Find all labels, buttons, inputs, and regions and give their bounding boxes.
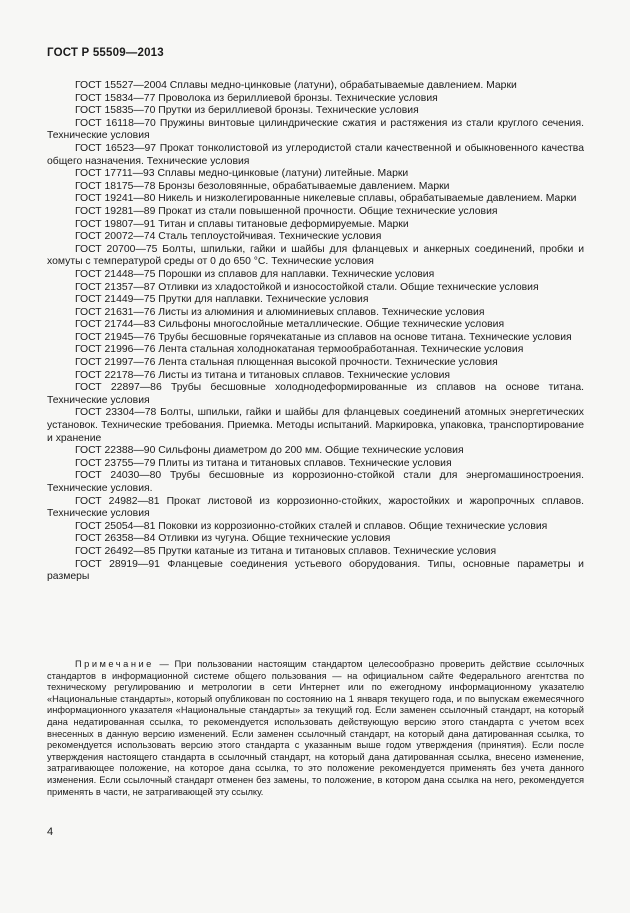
reference-item: ГОСТ 21744—83 Сильфоны многослойные металлические. Общие технические условия — [75, 319, 505, 331]
reference-item: ГОСТ 21996—76 Лента стальная холоднокатаная термообработанная. Технические условия — [75, 344, 524, 356]
reference-item: ГОСТ 22388—90 Сильфоны диаметром до 200 мм. Общие технические условия — [75, 445, 464, 457]
reference-item: ГОСТ 23304—78 Болты, шпильки, гайки и шайбы для фланцевых соединений атомных энергетических установок. Технические требования. Приемка. Методы испытаний. Маркировка, упаковка, транспортирование и хранение — [47, 407, 584, 444]
reference-item: ГОСТ 24982—81 Прокат листовой из коррозионно-стойких, жаростойких и жаропрочных сплавов. Технические условия — [47, 495, 584, 520]
reference-item: ГОСТ 25054—81 Поковки из коррозионно-стойких сталей и сплавов. Общие технические условия — [75, 520, 548, 532]
reference-item: ГОСТ 19281—89 Прокат из стали повышенной прочности. Общие технические условия — [75, 205, 498, 217]
reference-item: ГОСТ 22897—86 Трубы бесшовные холоднодеформированные из сплавов на основе титана. Технические условия — [47, 382, 584, 406]
reference-item: ГОСТ 20072—74 Сталь теплоустойчивая. Технические условия — [75, 231, 382, 243]
reference-item: ГОСТ 20700—75 Болты, шпильки, гайки и шайбы для фланцевых и анкерных соединений, пробки и хомуты с температурой среды от 0 до 650 °С. Технические условия — [47, 243, 584, 268]
reference-item: ГОСТ 23755—79 Плиты из титана и титановых сплавов. Технические условия — [75, 457, 452, 469]
references-list — [47, 80, 584, 584]
note-text: — При пользовании настоящим стандартом целесообразно проверить действие ссылочных стандартов в информационной системе общего пользования — на официальном сайте Федерального агентства по техническому регулированию и метрологии в сети Интернет или по ежегодному информационному указателю «Национальные стандарты», который опубликован по состоянию на 1 января текущего года, и по выпускам ежемесячного информационного указателя «Национальные стандарты» за текущий год. Если заменен ссылочный стандарт, на который дана недатированная ссылка, то рекомендуется использовать действующую версию этого стандарта с учетом всех внесенных в данную версию изменений. Если заменен ссылочный стандарт, на который дана датированная ссылка, то рекомендуется использовать версию этого стандарта с указанным выше годом утверждения (принятия). Если после утверждения настоящего стандарта в ссылочный стандарт, на который дана датированная ссылка, внесено изменение, затрагивающее положение, на которое дана ссылка, то это положение рекомендуется применять без учета данного изменения. Если ссылочный стандарт отменен без замены, то положение, в котором дана ссылка на него, рекомендуется применять в части, не затрагивающей эту ссылку. — [47, 659, 584, 797]
reference-item: ГОСТ 17711—93 Сплавы медно-цинковые (латуни) литейные. Марки — [75, 168, 409, 180]
reference-item: ГОСТ 21945—76 Трубы бесшовные горячекатаные из сплавов на основе титана. Технические условия — [75, 331, 572, 343]
reference-item: ГОСТ 22178—76 Листы из титана и титановых сплавов. Технические условия — [75, 369, 451, 381]
document-header: ГОСТ Р 55509—2013 — [47, 47, 164, 59]
reference-item: ГОСТ 21357—87 Отливки из хладостойкой и износостойкой стали. Общие технические условия — [75, 281, 539, 293]
reference-item: ГОСТ 26358—84 Отливки из чугуна. Общие технические условия — [75, 533, 391, 545]
reference-item: ГОСТ 21448—75 Порошки из сплавов для наплавки. Технические условия — [75, 268, 435, 280]
reference-item: ГОСТ 15835—70 Прутки из бериллиевой бронзы. Технические условия — [75, 105, 419, 117]
reference-item: ГОСТ 16523—97 Прокат тонколистовой из углеродистой стали качественной и обыкновенного качества общего назначения. Технические условия — [47, 142, 584, 167]
note-paragraph — [47, 659, 584, 798]
reference-item: ГОСТ 28919—91 Фланцевые соединения устьевого оборудования. Типы, основные параметры и размеры — [47, 558, 584, 583]
reference-item: ГОСТ 24030—80 Трубы бесшовные из коррозионно-стойкой стали для энергомашиностроения. Технические условия. — [47, 470, 584, 494]
reference-item: ГОСТ 15834—77 Проволока из бериллиевой бронзы. Технические условия — [75, 92, 438, 104]
page-number: 4 — [47, 826, 54, 838]
reference-item: ГОСТ 21997—76 Лента стальная плющенная высокой прочности. Технические условия — [75, 357, 498, 369]
reference-item: ГОСТ 21631—76 Листы из алюминия и алюминиевых сплавов. Технические условия — [75, 306, 485, 318]
reference-item: ГОСТ 21449—75 Прутки для наплавки. Технические условия — [75, 294, 369, 306]
reference-item: ГОСТ 16118—70 Пружины винтовые цилиндрические сжатия и растяжения из стали круглого сечения. Технические условия — [47, 117, 584, 142]
reference-item: ГОСТ 18175—78 Бронзы безоловянные, обрабатываемые давлением. Марки — [75, 180, 450, 192]
note-label: Примечание — [75, 659, 154, 669]
reference-item: ГОСТ 19241—80 Никель и низколегированные никелевые сплавы, обрабатываемые давлением. Марки — [75, 193, 577, 205]
reference-item: ГОСТ 26492—85 Прутки катаные из титана и титановых сплавов. Технические условия — [75, 545, 497, 557]
reference-item: ГОСТ 19807—91 Титан и сплавы титановые деформируемые. Марки — [75, 218, 409, 230]
reference-item: ГОСТ 15527—2004 Сплавы медно-цинковые (латуни), обрабатываемые давлением. Марки — [75, 80, 517, 91]
